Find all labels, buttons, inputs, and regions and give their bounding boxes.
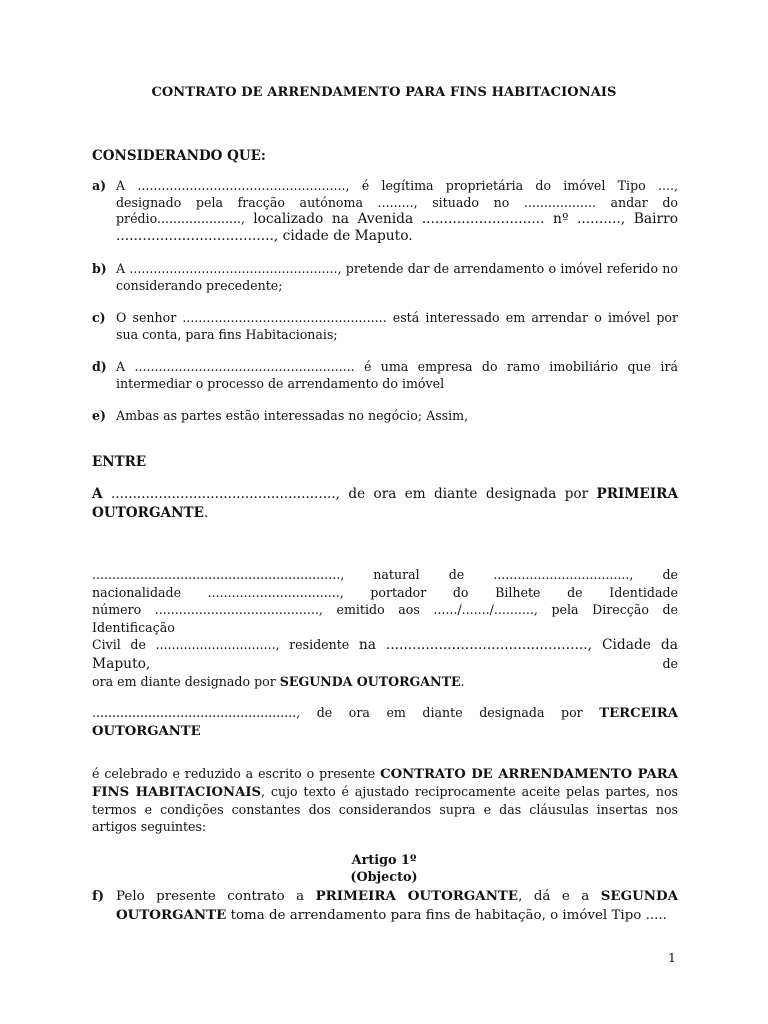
item-label: f) bbox=[92, 888, 105, 904]
celebrado-paragraph bbox=[92, 765, 678, 835]
item-text: A ...................................................., é legítima proprietária do imóvel Tipo ...., designado pela fracção autónoma ........., situado no .................. andar do prédio....................., bbox=[116, 178, 678, 226]
segunda-line-4-a: Civil de .............................., residente bbox=[92, 637, 359, 652]
segunda-outorgante-paragraph bbox=[92, 566, 678, 691]
item-label: b) bbox=[92, 261, 107, 276]
entre-heading: ENTRE bbox=[92, 454, 147, 470]
segunda-line-4-na: na .............................................. bbox=[358, 637, 588, 653]
considerando-heading: CONSIDERANDO QUE: bbox=[92, 148, 266, 164]
item-label: c) bbox=[92, 310, 106, 325]
segunda-role: SEGUNDA OUTORGANTE bbox=[279, 674, 461, 689]
primeira-outorgante-paragraph bbox=[92, 485, 678, 523]
item-f-text-b: , dá e a bbox=[518, 889, 601, 904]
document-title: CONTRATO DE ARRENDAMENTO PARA FINS HABITACIONAIS bbox=[151, 85, 617, 100]
segunda-end: . bbox=[460, 674, 465, 689]
item-f-text-a: Pelo presente contrato a bbox=[116, 889, 316, 904]
primeira-end: . bbox=[204, 505, 209, 521]
segunda-line-5 bbox=[92, 673, 678, 691]
celebrado-contract-name: CONTRATO DE ARRENDAMENTO PARA FINS HABITACIONAIS bbox=[92, 767, 678, 800]
celebrado-text-b: , cujo texto é ajustado reciprocamente aceite pelas partes, nos termos e condições constantes dos considerandos supra e das cláusulas insertas nos artigos seguintes: bbox=[92, 784, 678, 834]
primeira-prefix: A bbox=[92, 486, 103, 502]
item-label: d) bbox=[92, 359, 107, 374]
segunda-line-1: .............................................................., natural de .................................., de bbox=[92, 567, 678, 582]
list-item-b bbox=[92, 261, 678, 294]
primeira-role: PRIMEIRA OUTORGANTE bbox=[92, 486, 678, 521]
segunda-line-4-c: de bbox=[150, 655, 678, 671]
page-number: 1 bbox=[668, 950, 676, 965]
primeira-text: ...................................................., de ora em diante designada por bbox=[102, 486, 597, 502]
item-f-segunda: SEGUNDA OUTORGANTE bbox=[116, 888, 678, 923]
item-f-primeira: PRIMEIRA OUTORGANTE bbox=[315, 888, 519, 904]
segunda-line-4 bbox=[92, 636, 678, 673]
terceira-outorgante-paragraph bbox=[92, 704, 678, 740]
segunda-line-5-a: ora em diante designado por bbox=[92, 674, 280, 689]
list-item-a bbox=[92, 178, 678, 244]
list-item-d bbox=[92, 359, 678, 392]
item-text: Ambas as partes estão interessadas no negócio; Assim, bbox=[116, 408, 469, 423]
segunda-line-3: número ........................................., emitido aos ....../......./.........., pela Direcção de Identificação bbox=[92, 602, 678, 635]
terceira-role: TERCEIRA OUTORGANTE bbox=[92, 706, 678, 739]
item-text: A ...................................................., pretende dar de arrendamento o imóvel referido no considerando precedente; bbox=[116, 261, 678, 293]
artigo-title: Artigo 1º bbox=[351, 853, 417, 868]
celebrado-text-a: é celebrado e reduzido a escrito o presente bbox=[92, 766, 381, 781]
item-text: A ....................................................... é uma empresa do ramo imobiliário que irá intermediar o processo de arrendamento do imóvel bbox=[116, 359, 678, 391]
item-label: a) bbox=[92, 178, 107, 193]
list-item-e bbox=[92, 408, 678, 425]
item-label: e) bbox=[92, 408, 106, 423]
list-item-c bbox=[92, 310, 678, 343]
list-item-f bbox=[92, 887, 678, 925]
item-text: O senhor ................................................... está interessado em arrendar o imóvel por sua conta, para fins Habitacionais; bbox=[116, 310, 678, 342]
segunda-line-4-b: , Cidade da Maputo, bbox=[92, 637, 678, 672]
terceira-prefix: ..................................................., de ora em diante designada por bbox=[92, 705, 600, 720]
artigo-subtitle: (Objecto) bbox=[350, 870, 418, 885]
item-text-large: localizado na Avenida ............................ nº .........., Bairro ...................................., cidade de Maputo. bbox=[116, 211, 678, 244]
item-f-text-c: toma de arrendamento para fins de habitação, o imóvel Tipo ..... bbox=[226, 908, 667, 923]
segunda-line-2: nacionalidade ................................., portador do Bilhete de Identidade bbox=[92, 584, 678, 600]
